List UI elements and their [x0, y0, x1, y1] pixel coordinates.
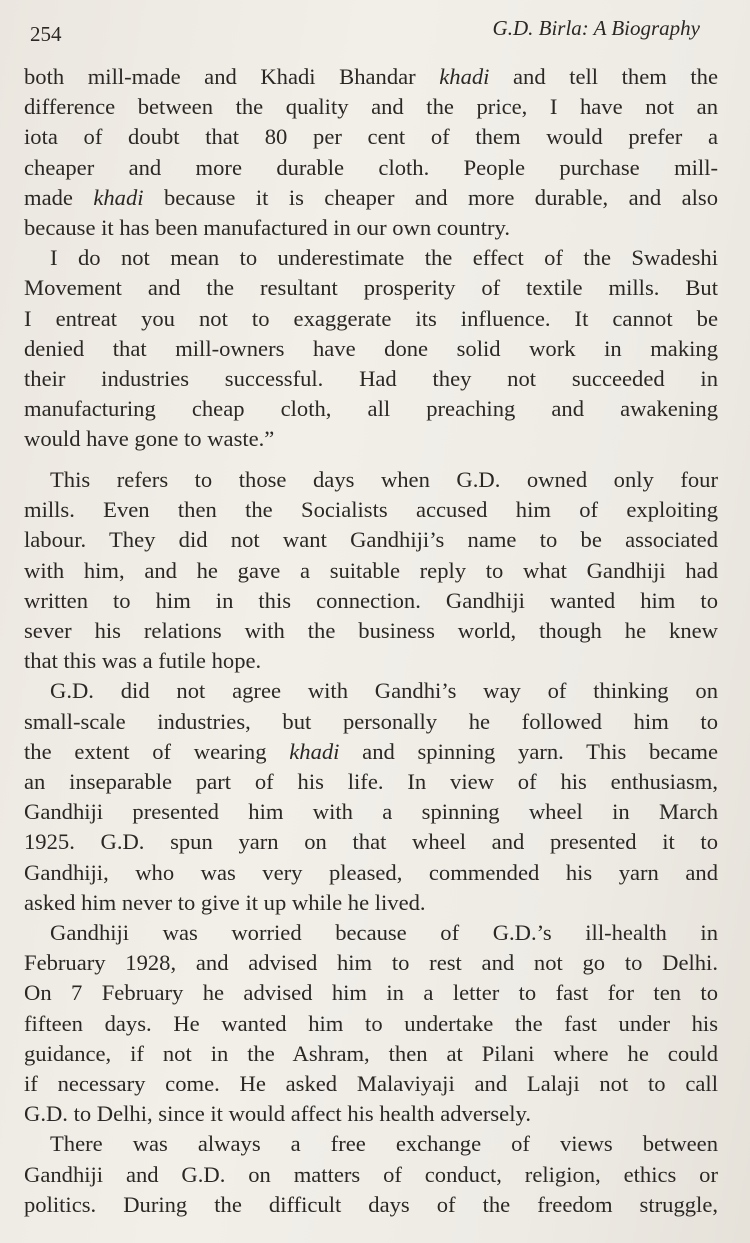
text-line [24, 465, 718, 495]
text-run: 1925. G.D. spun yarn on that wheel and presented it to [24, 829, 718, 855]
text-run: mills. Even then the Socialists accused him of exploiting [24, 497, 718, 523]
text-run: made [24, 184, 94, 210]
text-line [24, 586, 718, 616]
text-line [24, 1129, 718, 1159]
text-line [24, 394, 718, 424]
text-run: because it has been manufactured in our own country. [24, 215, 511, 241]
text-run: written to him in this connection. Gandhiji wanted him to [24, 587, 718, 613]
text-run: their industries successful. Had they not succeeded in [24, 366, 718, 392]
text-line [24, 153, 718, 183]
text-line [24, 1009, 718, 1039]
text-line [24, 707, 718, 737]
text-line [24, 304, 718, 334]
text-line [24, 858, 718, 888]
text-line [24, 62, 718, 92]
text-run: would have gone to waste.” [24, 426, 275, 452]
text-run: fifteen days. He wanted him to undertake the fast under his [24, 1010, 718, 1036]
text-line [24, 827, 718, 857]
italic-term: khadi [289, 738, 340, 764]
text-line [24, 797, 718, 827]
text-run: and spinning yarn. This became [339, 738, 718, 764]
text-line [24, 122, 718, 152]
text-line [24, 888, 718, 918]
text-run: asked him never to give it up while he lived. [24, 889, 426, 915]
text-line [24, 1069, 718, 1099]
text-line [24, 737, 718, 767]
running-title: G.D. Birla: A Biography [492, 16, 700, 40]
text-run: I entreat you not to exaggerate its influence. It cannot be [24, 305, 718, 331]
text-run: iota of doubt that 80 per cent of them would prefer a [24, 124, 718, 150]
text-line [24, 92, 718, 122]
text-line [24, 243, 718, 273]
text-run: denied that mill-owners have done solid work in making [24, 335, 718, 361]
text-run: This refers to those days when G.D. owned only four [50, 467, 718, 492]
text-line [24, 525, 718, 555]
text-line [24, 646, 718, 676]
text-run: There was always a free exchange of views between [50, 1131, 718, 1157]
text-line [24, 676, 718, 706]
text-run: politics. During the difficult days of the freedom struggle, [24, 1191, 718, 1217]
text-line [24, 1039, 718, 1069]
text-line [24, 1190, 718, 1220]
text-line [24, 495, 718, 525]
text-run: manufacturing cheap cloth, all preaching and awakening [24, 396, 718, 422]
text-line [24, 183, 718, 213]
text-line [24, 424, 718, 454]
text-run: On 7 February he advised him in a letter to fast for ten to [24, 980, 718, 1006]
text-run: that this was a futile hope. [24, 648, 262, 674]
text-run: Gandhiji was worried because of G.D.’s ill-health in [50, 920, 718, 946]
text-line [24, 273, 718, 303]
text-line [24, 1099, 718, 1129]
text-line [24, 1160, 718, 1190]
text-run: both mill-made and Khadi Bhandar [24, 64, 440, 89]
text-line [24, 948, 718, 978]
text-run: Gandhiji, who was very pleased, commended his yarn and [24, 859, 718, 885]
text-run: with him, and he gave a suitable reply to what Gandhiji had [24, 557, 718, 583]
text-run: an inseparable part of his life. In view of his enthusiasm, [24, 769, 718, 795]
text-run: the extent of wearing [24, 738, 290, 764]
text-run: G.D. to Delhi, since it would affect his health adversely. [24, 1101, 531, 1127]
text-line [24, 364, 718, 394]
text-run: guidance, if not in the Ashram, then at Pilani where he could [24, 1040, 718, 1066]
narrative-block [24, 465, 718, 1220]
text-line [24, 616, 718, 646]
text-line [24, 334, 718, 364]
text-run: Gandhiji presented him with a spinning wheel in March [24, 799, 718, 825]
italic-term: khadi [93, 184, 144, 210]
text-run: Gandhiji and G.D. on matters of conduct, religion, ethics or [24, 1161, 718, 1187]
text-line [24, 918, 718, 948]
text-run: G.D. did not agree with Gandhi’s way of thinking on [50, 678, 718, 704]
quoted-letter-block [24, 62, 718, 455]
text-line [24, 767, 718, 797]
text-line [24, 556, 718, 586]
text-run: because it is cheaper and more durable, and also [143, 184, 718, 210]
page-number: 254 [30, 22, 62, 46]
text-run: if necessary come. He asked Malaviyaji and Lalaji not to call [24, 1071, 718, 1097]
text-run: Movement and the resultant prosperity of textile mills. But [24, 275, 718, 301]
text-run: cheaper and more durable cloth. People purchase mill- [24, 154, 718, 180]
page-header [30, 16, 700, 50]
text-run: difference between the quality and the price, I have not an [24, 94, 718, 120]
text-run: February 1928, and advised him to rest and not go to Delhi. [24, 950, 718, 976]
text-line [24, 978, 718, 1008]
text-run: sever his relations with the business world, though he knew [24, 618, 718, 644]
italic-term: khadi [439, 64, 490, 89]
text-run: small-scale industries, but personally he followed him to [24, 708, 718, 734]
text-run: I do not mean to underestimate the effect of the Swadeshi [50, 245, 718, 271]
text-run: labour. They did not want Gandhiji’s name to be associated [24, 527, 718, 553]
text-run: and tell them the [489, 64, 718, 89]
text-line [24, 213, 718, 243]
